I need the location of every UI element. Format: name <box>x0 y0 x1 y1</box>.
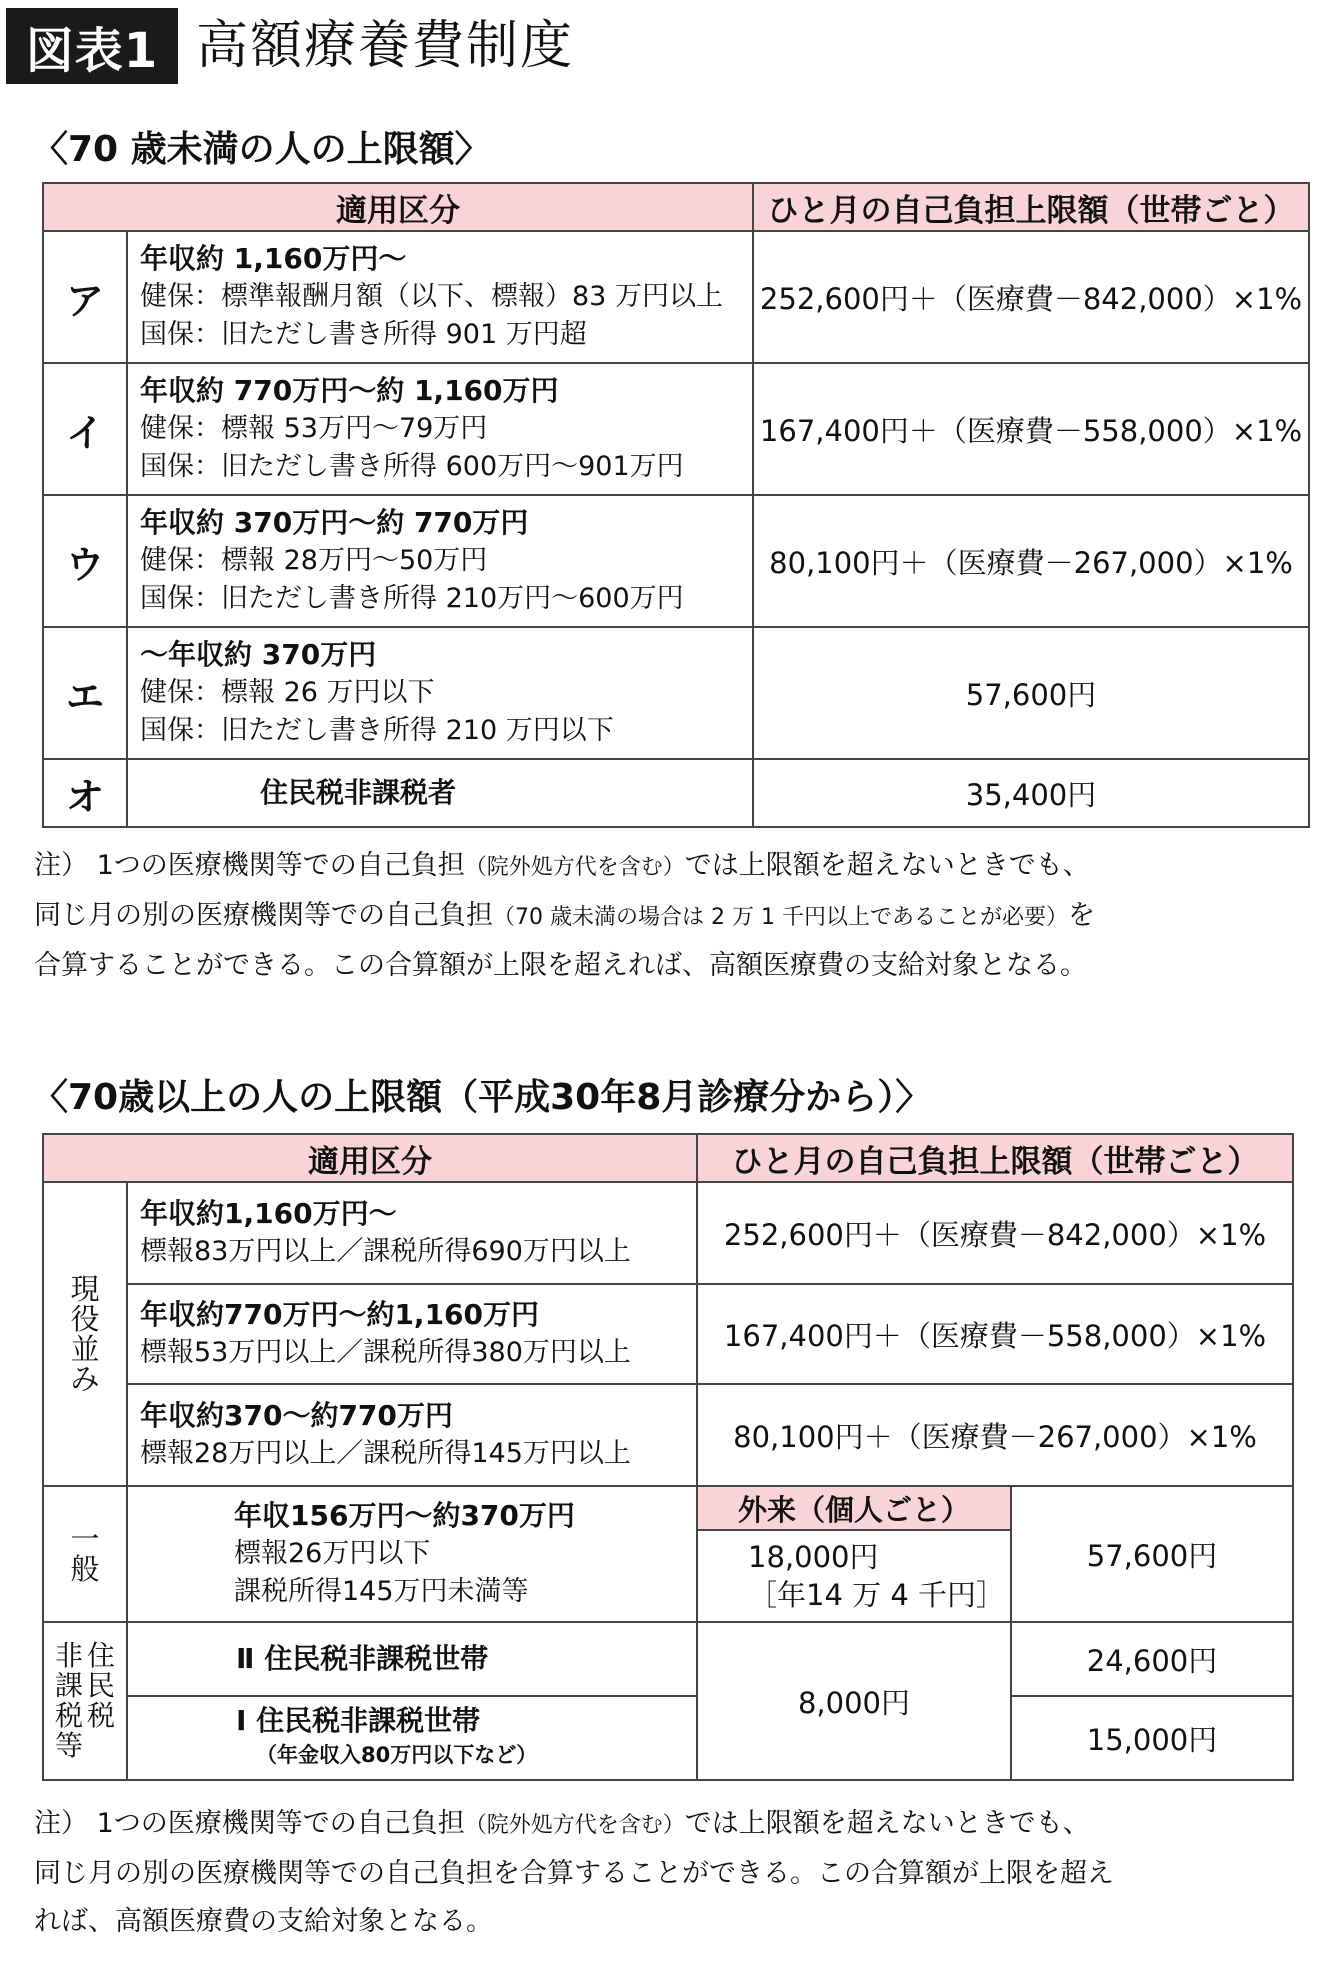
header-limit: ひと月の自己負担上限額（世帯ごと） <box>752 182 1310 232</box>
hikazei-ii-label: Ⅱ 住民税非課税世帯 <box>236 1642 489 1675</box>
row-label: オ <box>42 758 128 828</box>
kokuho-criteria: 国保：旧ただし書き所得 210 万円以下 <box>140 715 614 746</box>
section1-title: 〈70 歳未満の人の上限額〉 <box>32 129 491 170</box>
row-amount: 80,100円＋（医療費－267,000）×1% <box>752 494 1310 628</box>
row-amount: 35,400円 <box>752 758 1310 828</box>
criteria: 標報83万円以上／課税所得690万円以上 <box>140 1236 631 1267</box>
income-range: 年収約 370万円〜約 770万円 <box>140 506 529 539</box>
income-range: 〜年収約 370万円 <box>140 638 377 671</box>
note-small: （70 歳未満の場合は 2 万 1 千円以上であることが必要） <box>493 905 1068 930</box>
page-title: 高額療養費制度 <box>196 16 575 76</box>
group-hikazei-col1: 非 課 税 等 <box>54 1639 83 1762</box>
row-description <box>126 626 754 760</box>
row-amount: 252,600円＋（医療費－842,000）×1% <box>752 230 1310 364</box>
note-text: 注） 1つの医療機関等での自己負担 <box>34 1808 465 1839</box>
criteria: 標報26万円以下 <box>234 1538 431 1569</box>
row-amount: 167,400円＋（医療費－558,000）×1% <box>752 362 1310 496</box>
outpatient-header: 外来（個人ごと） <box>696 1485 1012 1531</box>
income-range: 年収約 1,160万円〜 <box>140 242 407 275</box>
row-label: ウ <box>42 494 128 628</box>
row-description <box>126 1485 698 1623</box>
header-limit: ひと月の自己負担上限額（世帯ごと） <box>696 1133 1294 1183</box>
kenpo-criteria: 健保：標報 26 万円以下 <box>140 677 435 708</box>
row-amount: 80,100円＋（医療費－267,000）×1% <box>696 1383 1294 1487</box>
criteria: 標報28万円以上／課税所得145万円以上 <box>140 1438 631 1469</box>
section2-note <box>34 1800 1324 1946</box>
outpatient-cell <box>696 1529 1012 1623</box>
income-range: 年収約 770万円〜約 1,160万円 <box>140 374 559 407</box>
row-description <box>126 1383 698 1487</box>
group-ippan: 一 般 <box>42 1485 128 1623</box>
row-description <box>126 362 754 496</box>
note-text: 同じ月の別の医療機関等での自己負担を合算することができる。この合算額が上限を超え <box>34 1858 1114 1889</box>
income-range: 年収約370〜約770万円 <box>140 1399 453 1432</box>
kokuho-criteria: 国保：旧ただし書き所得 901 万円超 <box>140 319 587 350</box>
kenpo-criteria: 健保：標報 53万円〜79万円 <box>140 413 488 444</box>
note-small: （院外処方代を含む） <box>464 1813 685 1838</box>
row-description <box>126 1621 698 1697</box>
outpatient-amount: 8,000円 <box>696 1621 1012 1781</box>
note-text: れば、高額医療費の支給対象となる。 <box>34 1906 493 1937</box>
header-category: 適用区分 <box>42 1133 698 1183</box>
section2-title: 〈70歳以上の人の上限額（平成30年8月診療分から）〉 <box>32 1077 932 1118</box>
row-amount: 24,600円 <box>1010 1621 1294 1697</box>
row-description <box>126 758 754 828</box>
note-small: （院外処方代を含む） <box>464 855 685 880</box>
row-amount: 167,400円＋（医療費－558,000）×1% <box>696 1283 1294 1385</box>
note-text: 同じ月の別の医療機関等での自己負担 <box>34 900 493 931</box>
hikazei-i-label: Ⅰ 住民税非課税世帯 <box>236 1704 481 1737</box>
income-range: 年収約1,160万円〜 <box>140 1197 397 1230</box>
group-genekinami: 現 役 並 み <box>42 1181 128 1487</box>
row-description <box>126 1181 698 1285</box>
row-amount: 57,600円 <box>752 626 1310 760</box>
row-amount: 252,600円＋（医療費－842,000）×1% <box>696 1181 1294 1285</box>
header-category: 適用区分 <box>42 182 754 232</box>
outpatient-annual: ［年14 万 4 千円］ <box>748 1578 1006 1612</box>
note-text: では上限額を超えないときでも、 <box>684 850 1090 881</box>
note-text: 注） 1つの医療機関等での自己負担 <box>34 850 465 881</box>
criteria: 標報53万円以上／課税所得380万円以上 <box>140 1337 631 1368</box>
section1-note <box>34 842 1324 990</box>
criteria: 課税所得145万円未満等 <box>234 1576 529 1607</box>
figure-badge: 図表1 <box>6 8 178 84</box>
note-text: では上限額を超えないときでも、 <box>684 1808 1090 1839</box>
group-hikazei <box>42 1621 128 1781</box>
note-text: を <box>1067 900 1095 931</box>
hikazei-i-sub: （年金収入80万円以下など） <box>256 1743 538 1767</box>
row-label: ア <box>42 230 128 364</box>
outpatient-amount: 18,000円 <box>748 1540 879 1574</box>
row-amount: 15,000円 <box>1010 1695 1294 1781</box>
income-range: 年収約770万円〜約1,160万円 <box>140 1298 540 1331</box>
row-description <box>126 1283 698 1385</box>
income-range: 年収156万円〜約370万円 <box>234 1499 575 1532</box>
kenpo-criteria: 健保：標報 28万円〜50万円 <box>140 545 488 576</box>
income-range: 住民税非課税者 <box>260 776 457 809</box>
kokuho-criteria: 国保：旧ただし書き所得 600万円〜901万円 <box>140 451 684 482</box>
row-label: イ <box>42 362 128 496</box>
row-amount: 57,600円 <box>1010 1485 1294 1623</box>
kenpo-criteria: 健保：標準報酬月額（以下、標報）83 万円以上 <box>140 281 723 312</box>
row-description <box>126 1695 698 1781</box>
kokuho-criteria: 国保：旧ただし書き所得 210万円〜600万円 <box>140 583 684 614</box>
row-description <box>126 494 754 628</box>
group-hikazei-col2: 住 民 税 <box>87 1639 116 1732</box>
row-label: エ <box>42 626 128 760</box>
row-description <box>126 230 754 364</box>
note-text: 合算することができる。この合算額が上限を超えれば、高額医療費の支給対象となる。 <box>34 950 1087 981</box>
